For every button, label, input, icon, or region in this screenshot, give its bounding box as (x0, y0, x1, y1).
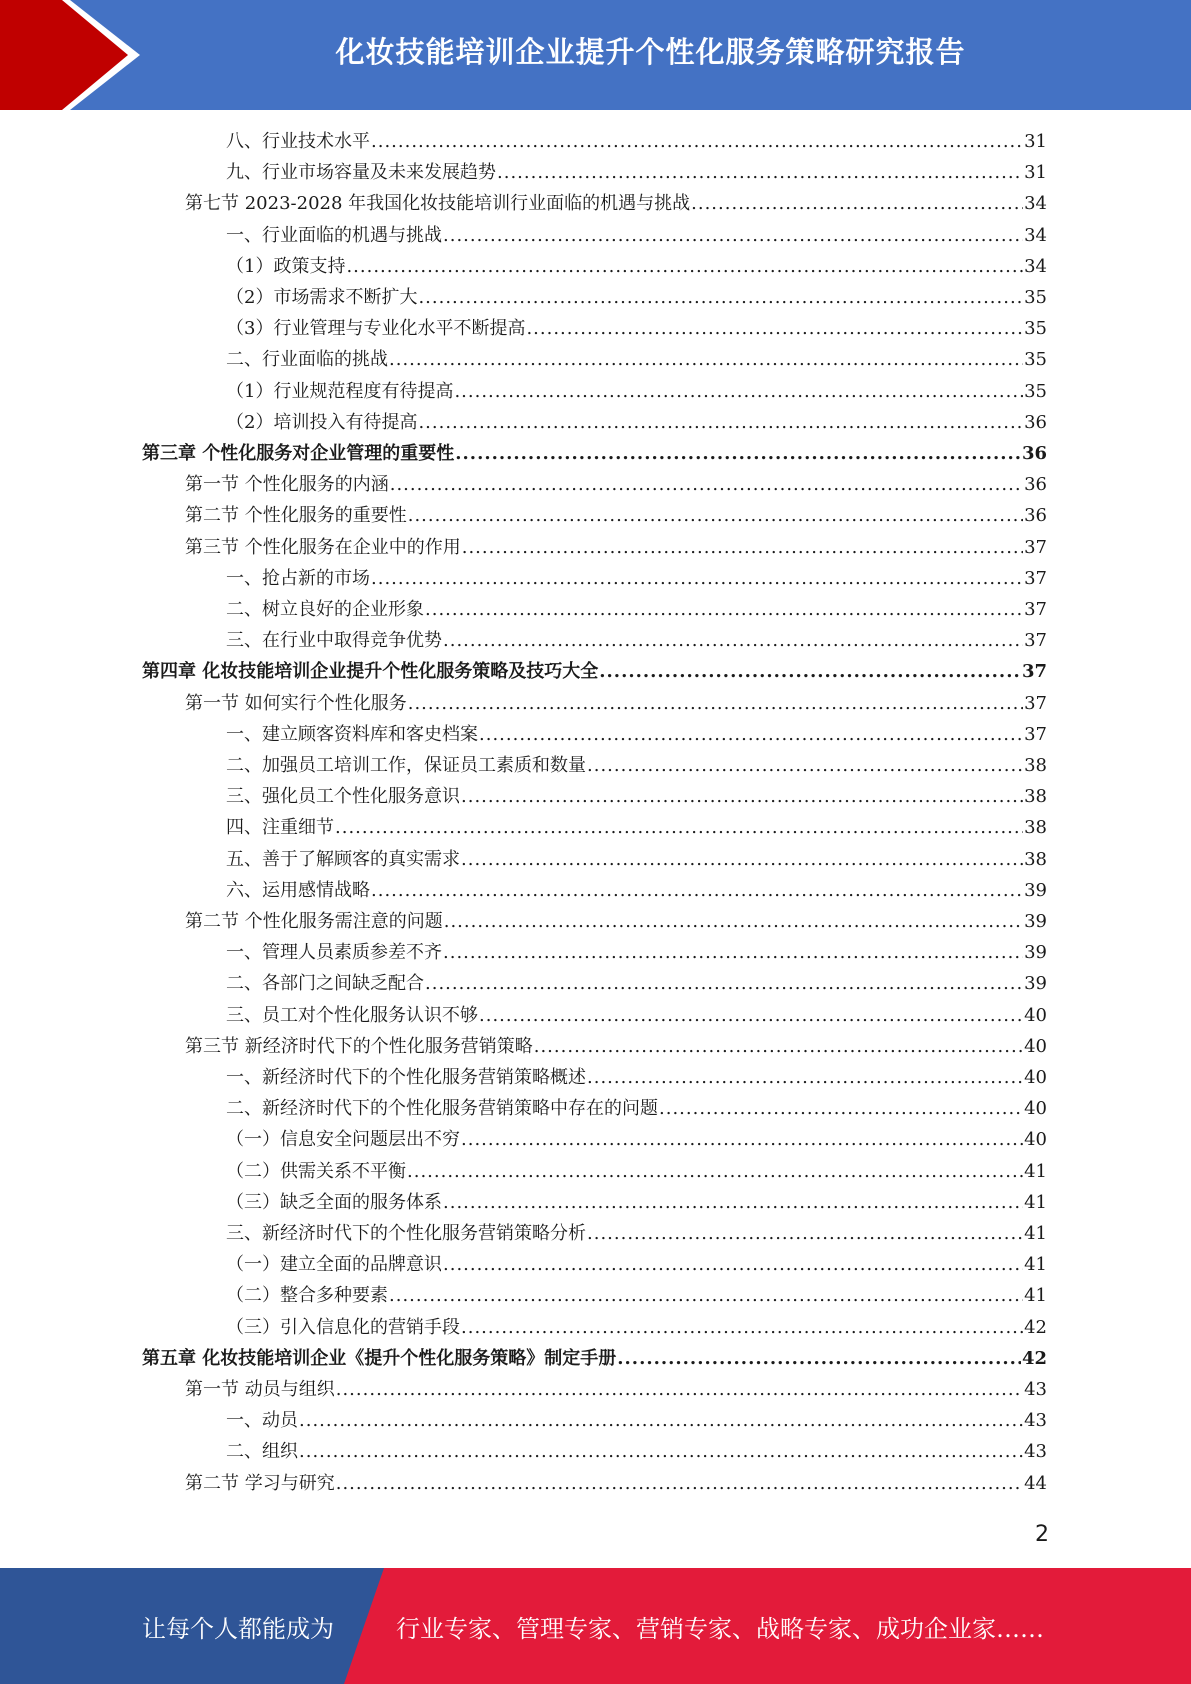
toc-leader-dots (691, 190, 1023, 218)
toc-leader-dots (443, 627, 1023, 655)
toc-entry-label: 三、员工对个性化服务认识不够 (226, 1004, 478, 1026)
toc-entry-label: （二）整合多种要素 (226, 1285, 388, 1307)
toc-entry-page: 41 (1024, 1160, 1047, 1182)
toc-entry-page: 31 (1024, 162, 1047, 184)
toc-leader-dots (443, 1251, 1023, 1279)
toc-entry[interactable] (142, 658, 1047, 686)
toc-entry[interactable] (226, 1314, 1047, 1342)
toc-entry[interactable] (226, 1220, 1047, 1248)
toc-entry-page: 35 (1024, 287, 1047, 308)
toc-entry-label: 二、树立良好的企业形象 (226, 599, 424, 620)
toc-entry-label: 第四章 化妆技能培训企业提升个性化服务策略及技巧大全 (142, 661, 599, 683)
toc-entry[interactable] (226, 565, 1047, 593)
toc-entry-page: 41 (1024, 1223, 1047, 1244)
toc-leader-dots (389, 1282, 1023, 1310)
toc-entry[interactable] (185, 1376, 1047, 1404)
toc-leader-dots (497, 159, 1023, 187)
toc-entry-label: 九、行业市场容量及未来发展趋势 (226, 162, 496, 184)
toc-entry-page: 43 (1024, 1410, 1047, 1432)
toc-entry-label: 一、行业面临的机遇与挑战 (226, 224, 442, 246)
toc-entry[interactable] (185, 1470, 1047, 1498)
toc-leader-dots (526, 315, 1023, 343)
toc-entry-label: 五、善于了解顾客的真实需求 (226, 848, 460, 870)
toc-leader-dots (534, 1033, 1023, 1061)
toc-entry-page: 41 (1024, 1285, 1047, 1307)
toc-entry[interactable] (185, 534, 1047, 562)
toc-entry-label: 八、行业技术水平 (226, 131, 370, 152)
toc-leader-dots (336, 1376, 1023, 1404)
toc-entry-label: （三）缺乏全面的服务体系 (226, 1191, 442, 1213)
toc-entry-label: 四、注重细节 (226, 817, 334, 839)
toc-leader-dots (617, 1345, 1021, 1373)
toc-entry[interactable] (226, 378, 1047, 406)
toc-entry-page: 35 (1024, 349, 1047, 371)
toc-entry-page: 38 (1024, 786, 1047, 808)
toc-entry-page: 35 (1024, 318, 1047, 340)
toc-entry[interactable] (226, 284, 1047, 312)
toc-entry[interactable] (142, 1345, 1047, 1373)
toc-entry-label: （一）建立全面的品牌意识 (226, 1254, 442, 1276)
toc-leader-dots (479, 721, 1023, 749)
toc-entry-page: 37 (1024, 630, 1047, 652)
toc-leader-dots (371, 565, 1023, 593)
toc-leader-dots (587, 1220, 1023, 1248)
toc-entry[interactable] (226, 752, 1047, 780)
toc-entry-label: 二、组织 (226, 1441, 298, 1463)
toc-leader-dots (454, 378, 1023, 406)
toc-entry-label: 一、新经济时代下的个性化服务营销策略概述 (226, 1067, 586, 1088)
toc-entry[interactable] (226, 1282, 1047, 1310)
toc-entry-label: 六、运用感情战略 (226, 879, 370, 901)
toc-entry[interactable] (185, 690, 1047, 718)
toc-entry-label: 二、新经济时代下的个性化服务营销策略中存在的问题 (226, 1098, 658, 1120)
toc-entry-label: 二、各部门之间缺乏配合 (226, 973, 424, 995)
toc-entry-label: （3）行业管理与专业化水平不断提高 (226, 318, 526, 340)
toc-entry[interactable] (226, 1095, 1047, 1123)
toc-leader-dots (587, 1064, 1023, 1092)
toc-entry-label: （二）供需关系不平衡 (226, 1160, 406, 1182)
toc-entry[interactable] (226, 128, 1047, 156)
toc-entry-label: （1）行业规范程度有待提高 (226, 380, 454, 402)
toc-leader-dots (455, 440, 1021, 468)
toc-entry-page: 42 (1021, 1347, 1047, 1369)
page-number: 2 (1035, 1522, 1049, 1547)
toc-entry-label: （一）信息安全问题层出不穷 (226, 1129, 460, 1151)
toc-leader-dots (444, 908, 1023, 936)
toc-leader-dots (587, 752, 1023, 780)
page-header (0, 0, 1191, 110)
toc-entry-label: 第一节 动员与组织 (185, 1379, 335, 1400)
toc-entry-page: 42 (1024, 1316, 1047, 1338)
toc-entry[interactable] (185, 471, 1047, 499)
toc-entry[interactable] (226, 627, 1047, 655)
toc-entry-label: 第二节 学习与研究 (185, 1472, 335, 1494)
toc-leader-dots (599, 658, 1021, 686)
toc-entry-page: 38 (1024, 817, 1047, 839)
toc-entry-label: 第一节 如何实行个性化服务 (185, 692, 407, 714)
toc-leader-dots (407, 1158, 1023, 1186)
toc-leader-dots (425, 596, 1023, 624)
toc-entry-page: 40 (1024, 1035, 1047, 1057)
toc-entry[interactable] (226, 346, 1047, 374)
toc-entry-page: 37 (1024, 536, 1047, 558)
toc-entry-label: 第二节 个性化服务的重要性 (185, 505, 407, 527)
toc-entry-page: 36 (1021, 443, 1047, 464)
toc-entry[interactable] (185, 190, 1047, 218)
toc-entry-label: 三、在行业中取得竞争优势 (226, 630, 442, 652)
toc-entry-label: 二、行业面临的挑战 (226, 349, 388, 371)
toc-leader-dots (299, 1438, 1023, 1466)
toc-entry-page: 41 (1024, 1191, 1047, 1213)
toc-entry-label: 第三章 个性化服务对企业管理的重要性 (142, 443, 455, 464)
toc-entry-label: 第二节 个性化服务需注意的问题 (185, 911, 443, 932)
toc-entry-page: 39 (1024, 942, 1047, 964)
toc-entry-page: 34 (1024, 193, 1047, 215)
toc-entry-label: （2）培训投入有待提高 (226, 411, 418, 433)
toc-entry[interactable] (185, 1033, 1047, 1061)
footer-slogan-right: 行业专家、管理专家、营销专家、战略专家、成功企业家…… (396, 1614, 1044, 1643)
toc-leader-dots (443, 939, 1023, 967)
toc-entry-page: 39 (1024, 973, 1047, 995)
toc-entry[interactable] (226, 409, 1047, 437)
toc-entry-page: 34 (1024, 255, 1047, 277)
toc-entry-page: 37 (1021, 661, 1047, 683)
toc-entry-page: 43 (1024, 1379, 1047, 1400)
toc-entry-label: 一、管理人员素质参差不齐 (226, 942, 442, 964)
toc-entry[interactable] (226, 846, 1047, 874)
toc-leader-dots (443, 1189, 1023, 1217)
toc-entry[interactable] (226, 1126, 1047, 1154)
toc-entry-label: 一、抢占新的市场 (226, 567, 370, 589)
toc-entry[interactable] (226, 596, 1047, 624)
footer-slogan-left: 让每个人都能成为 (142, 1614, 334, 1643)
toc-leader-dots (299, 1407, 1023, 1435)
toc-entry-page: 38 (1024, 755, 1047, 776)
toc-entry[interactable] (226, 315, 1047, 343)
toc-entry-page: 35 (1024, 380, 1047, 402)
toc-entry-label: 第一节 个性化服务的内涵 (185, 474, 389, 496)
toc-entry-label: 第七节 2023-2028 年我国化妆技能培训行业面临的机遇与挑战 (185, 193, 691, 215)
toc-leader-dots (418, 284, 1023, 312)
toc-entry[interactable] (226, 1158, 1047, 1186)
toc-entry[interactable] (226, 814, 1047, 842)
toc-entry-label: 三、强化员工个性化服务意识 (226, 786, 460, 808)
toc-leader-dots (479, 1002, 1023, 1030)
toc-entry[interactable] (226, 1407, 1047, 1435)
toc-entry-label: 一、动员 (226, 1410, 298, 1432)
toc-entry[interactable] (185, 908, 1047, 936)
toc-entry-label: 第五章 化妆技能培训企业《提升个性化服务策略》制定手册 (142, 1347, 617, 1369)
toc-entry-page: 38 (1024, 848, 1047, 870)
toc-entry[interactable] (185, 502, 1047, 530)
toc-entry-page: 34 (1024, 224, 1047, 246)
toc-entry[interactable] (226, 1064, 1047, 1092)
toc-entry-page: 31 (1024, 131, 1047, 152)
toc-entry-page: 40 (1024, 1004, 1047, 1026)
toc-entry-page: 40 (1024, 1067, 1047, 1088)
report-title: 化妆技能培训企业提升个性化服务策略研究报告 (335, 34, 966, 69)
toc-entry-page: 43 (1024, 1441, 1047, 1463)
toc-leader-dots (425, 970, 1023, 998)
toc-entry-page: 37 (1024, 599, 1047, 620)
toc-entry[interactable] (226, 721, 1047, 749)
toc-entry[interactable] (226, 970, 1047, 998)
toc-leader-dots (461, 783, 1023, 811)
toc-entry-label: 第三节 个性化服务在企业中的作用 (185, 536, 461, 558)
toc-entry-page: 37 (1024, 692, 1047, 714)
toc-leader-dots (659, 1095, 1023, 1123)
toc-entry[interactable] (226, 1438, 1047, 1466)
toc-entry-page: 40 (1024, 1129, 1047, 1151)
toc-entry-label: （三）引入信息化的营销手段 (226, 1316, 460, 1338)
toc-leader-dots (461, 1314, 1023, 1342)
toc-entry-page: 40 (1024, 1098, 1047, 1120)
toc-leader-dots (408, 690, 1023, 718)
toc-leader-dots (443, 222, 1023, 250)
toc-leader-dots (371, 877, 1023, 905)
toc-leader-dots (462, 534, 1023, 562)
toc-entry[interactable] (226, 939, 1047, 967)
toc-entry-page: 37 (1024, 567, 1047, 589)
toc-leader-dots (371, 128, 1023, 156)
toc-entry[interactable] (226, 1002, 1047, 1030)
toc-entry-label: （1）政策支持 (226, 255, 346, 277)
toc-entry[interactable] (226, 877, 1047, 905)
toc-entry-page: 36 (1024, 505, 1047, 527)
toc-entry-label: 一、建立顾客资料库和客史档案 (226, 723, 478, 745)
toc-leader-dots (408, 502, 1023, 530)
toc-entry[interactable] (226, 253, 1047, 281)
toc-entry[interactable] (226, 1189, 1047, 1217)
red-chevron-logo (0, 0, 160, 110)
toc-entry-page: 37 (1024, 723, 1047, 745)
toc-entry-page: 39 (1024, 911, 1047, 932)
toc-leader-dots (389, 346, 1023, 374)
toc-leader-dots (336, 1470, 1023, 1498)
page-footer (0, 1568, 1191, 1684)
toc-leader-dots (461, 846, 1023, 874)
toc-leader-dots (390, 471, 1023, 499)
toc-entry[interactable] (226, 783, 1047, 811)
toc-entry-page: 36 (1024, 411, 1047, 433)
toc-leader-dots (346, 253, 1023, 281)
toc-entry-page: 36 (1024, 474, 1047, 496)
toc-entry-page: 44 (1024, 1472, 1047, 1494)
toc-entry[interactable] (226, 222, 1047, 250)
toc-entry-label: 三、新经济时代下的个性化服务营销策略分析 (226, 1223, 586, 1244)
toc-entry-label: 第三节 新经济时代下的个性化服务营销策略 (185, 1035, 533, 1057)
toc-entry[interactable] (142, 440, 1047, 468)
toc-leader-dots (418, 409, 1023, 437)
toc-entry-page: 41 (1024, 1254, 1047, 1276)
toc-entry-label: （2）市场需求不断扩大 (226, 287, 418, 308)
toc-entry-label: 二、加强员工培训工作，保证员工素质和数量 (226, 755, 586, 776)
toc-entry-page: 39 (1024, 879, 1047, 901)
toc-leader-dots (461, 1126, 1023, 1154)
toc-entry[interactable] (226, 1251, 1047, 1279)
toc-leader-dots (335, 814, 1023, 842)
toc-entry[interactable] (226, 159, 1047, 187)
